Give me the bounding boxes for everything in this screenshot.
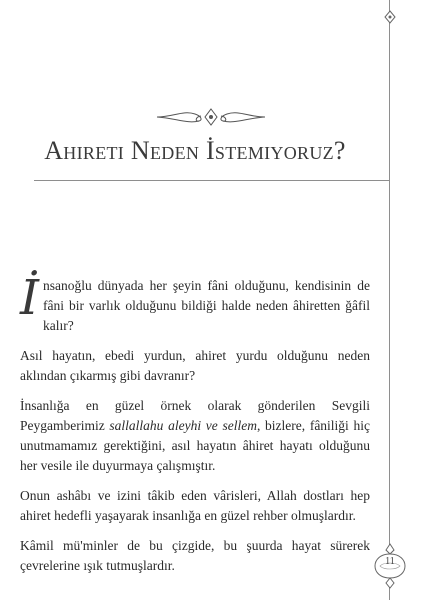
flourish-ornament-icon [153,106,269,128]
body-text [20,270,370,586]
diamond-ornament-icon [383,10,397,24]
paragraph-3-text-b: , bizlere, fâniliği hiç unutmamamız gerektiğini, asıl hayatın âhiret hayatı olduğunu her vesile ile duyurmaya çalışmıştır. [20,418,370,473]
page-number: 11 [385,556,395,567]
paragraph-2: Asıl hayatın, ebedi yurdun, ahiret yurdu olduğunu neden aklından çıkarmış gibi davranır? [20,348,370,383]
paragraph-1-text: nsanoğlu dünyada her şeyin fâni olduğunu, kendisinin de fâni bir varlık olduğunu bildiği halde neden âhiretten ğâfil kalır? [42,278,370,333]
margin-rule [389,0,390,600]
paragraph-3 [20,396,370,476]
salawat-phrase: sallallahu aleyhi ve sellem [109,418,257,433]
chapter-title: Ahireti Neden İstemiyoruz? [44,136,346,165]
title-underline [34,180,390,181]
paragraph-3-text-a: İnsanlığa en güzel örnek olarak gönderilen Sevgili Peygamberimiz [20,398,370,433]
paragraph-4: Onun ashâbı ve izini tâkib eden vârisleri, Allah dostları hep ahiret hedefli yaşayarak insanlığa en güzel rehber olmuşlardır. [20,488,370,523]
paragraph-5: Kâmil mü'minler de bu çizgide, bu şuurda hayat sürerek çevrelerine ışık tutmuşlardır. [20,538,370,573]
drop-cap: İ [20,270,39,326]
paragraph-1 [20,270,370,336]
